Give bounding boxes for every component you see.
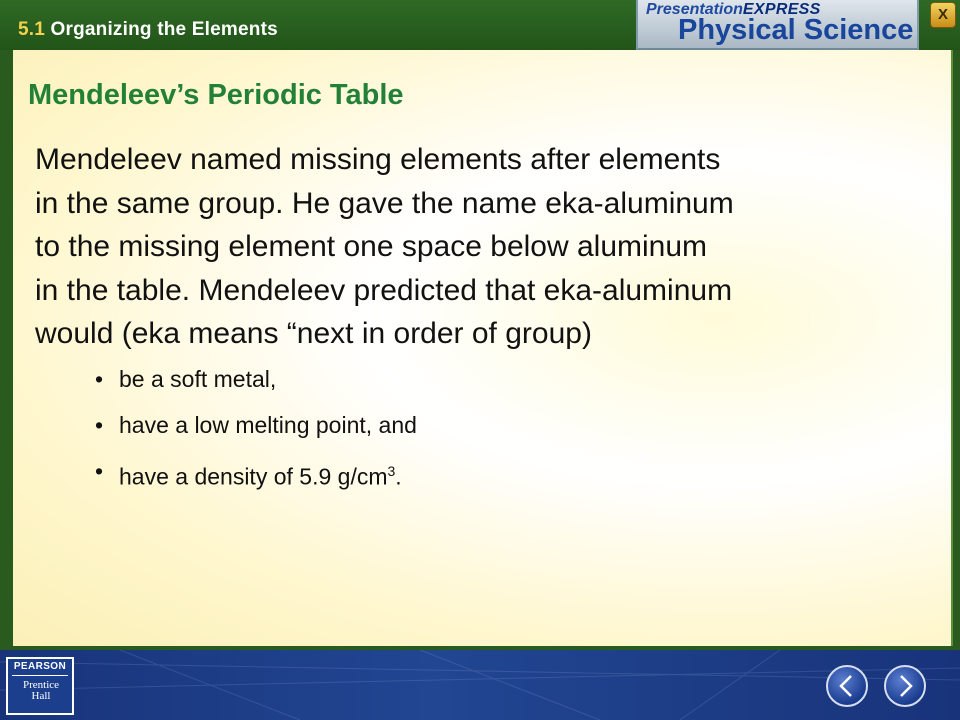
logo-pearson-text: PEARSON	[13, 661, 67, 672]
brand-presentation: Presentation	[646, 1, 743, 18]
next-button[interactable]	[884, 665, 926, 707]
bullet-text: have a density of 5.9 g/cm	[119, 463, 388, 490]
body-paragraph	[35, 138, 915, 356]
paragraph-line: would (eka means “next in order of group)	[35, 317, 592, 350]
footer-pattern	[0, 650, 960, 720]
logo-hall-text: Hall	[31, 690, 51, 702]
pearson-logo	[6, 657, 74, 715]
chevron-left-icon	[828, 667, 866, 705]
section-title: Organizing the Elements	[50, 19, 278, 40]
footer-bar	[0, 650, 960, 720]
content-panel	[13, 50, 953, 646]
bullet-item	[95, 410, 417, 456]
bullet-item	[95, 456, 417, 502]
paragraph-line: in the same group. He gave the name eka-aluminum	[35, 186, 734, 220]
bullet-period: .	[395, 463, 402, 490]
close-button[interactable]	[930, 2, 956, 28]
bullet-list	[95, 364, 417, 502]
slide-title: Mendeleev’s Periodic Table	[28, 79, 404, 111]
bullet-text: have a low melting point, and	[119, 412, 417, 438]
bullet-text: be a soft metal,	[119, 366, 277, 392]
brand-express: EXPRESS	[742, 1, 821, 18]
paragraph-line: to the missing element one space below aluminum	[35, 230, 708, 263]
brand-logo	[636, 0, 919, 50]
logo-divider	[12, 675, 68, 676]
header-bar	[0, 0, 960, 50]
bullet-item	[95, 364, 417, 410]
previous-button[interactable]	[826, 665, 868, 707]
superscript: 3	[387, 463, 396, 479]
chevron-right-icon	[886, 667, 924, 705]
close-icon: X	[937, 6, 948, 23]
section-heading	[18, 19, 278, 41]
section-number: 5.1	[18, 19, 46, 40]
logo-prentice-text: Prentice	[22, 679, 60, 691]
logo-prentice-hall	[14, 680, 68, 702]
paragraph-line: in the table. Mendeleev predicted that eka-aluminum	[35, 273, 733, 307]
brand-line2: Physical Science	[678, 14, 914, 46]
paragraph-line: Mendeleev named missing elements after elements	[35, 143, 721, 176]
